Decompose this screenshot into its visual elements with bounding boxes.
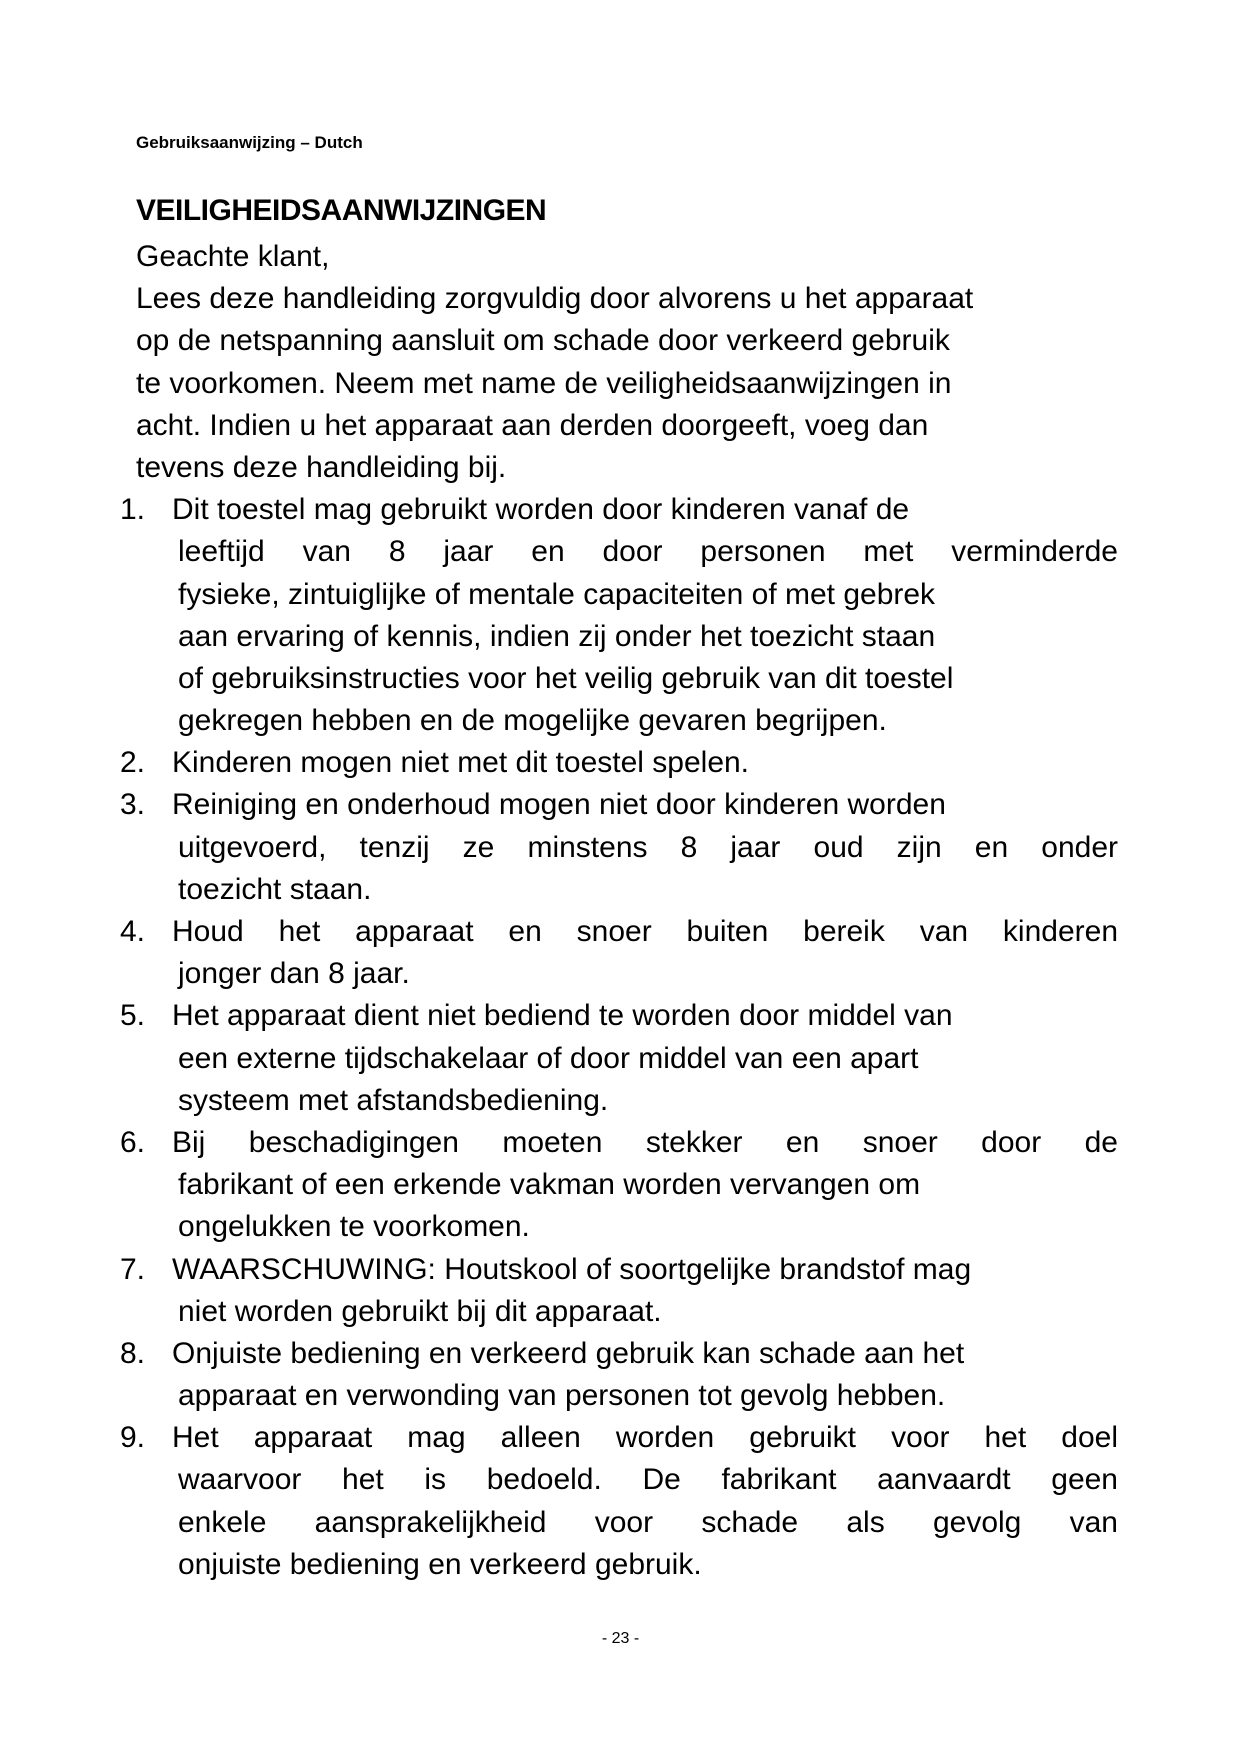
list-item-number: 5.: [120, 999, 146, 1033]
greeting: Geachte klant,: [136, 240, 330, 273]
list-item-line: Onjuiste bediening en verkeerd gebruik kan schade aan het: [172, 1336, 965, 1370]
intro-line: tevens deze handleiding bij.: [136, 450, 507, 484]
list-item-number: 7.: [120, 1252, 146, 1286]
list-item-line: uitgevoerd, tenzij ze minstens 8 jaar oud zijn en onder: [178, 830, 1118, 864]
list-item-line: Reiniging en onderhoud mogen niet door kinderen worden: [172, 788, 946, 822]
list-item: [120, 742, 1136, 784]
list-item-number: 3.: [120, 788, 146, 822]
list-item-line: toezicht staan.: [178, 872, 372, 906]
list-item-line: Houd het apparaat en snoer buiten bereik van kinderen: [172, 915, 1118, 948]
list-item-line: aan ervaring of kennis, indien zij onder het toezicht staan: [178, 619, 936, 653]
intro-line: acht. Indien u het apparaat aan derden doorgeeft, voeg dan: [136, 408, 929, 442]
list-item-text: [172, 1249, 1136, 1333]
list-item-number: 6.: [120, 1125, 146, 1159]
list-item-number: 8.: [120, 1336, 146, 1370]
list-item-text: [172, 489, 1136, 742]
list-item-line: enkele aansprakelijkheid voor schade als gevolg van: [178, 1505, 1118, 1539]
document-header: Gebruiksaanwijzing – Dutch: [136, 133, 363, 152]
list-item-line: Dit toestel mag gebruikt worden door kinderen vanaf de: [172, 493, 910, 527]
intro-line: Lees deze handleiding zorgvuldig door alvorens u het apparaat: [136, 282, 974, 316]
list-item-line: onjuiste bediening en verkeerd gebruik.: [178, 1547, 702, 1581]
list-item-line: Bij beschadigingen moeten stekker en snoer door de: [172, 1125, 1118, 1159]
list-item-line: fabrikant of een erkende vakman worden vervangen om: [178, 1168, 921, 1202]
list-item-text: [172, 995, 1136, 1122]
list-item-line: ongelukken te voorkomen.: [178, 1210, 530, 1244]
list-item: [120, 911, 1136, 995]
list-item: [120, 489, 1136, 742]
list-item-line: jonger dan 8 jaar.: [178, 957, 410, 991]
safety-list: [120, 489, 1136, 1586]
list-item-line: waarvoor het is bedoeld. De fabrikant aanvaardt geen: [178, 1463, 1118, 1497]
list-item-line: een externe tijdschakelaar of door middel van een apart: [178, 1041, 919, 1075]
list-item-text: [172, 1417, 1136, 1586]
list-item-line: fysieke, zintuiglijke of mentale capaciteiten of met gebrek: [178, 577, 936, 611]
list-item-line: WAARSCHUWING: Houtskool of soortgelijke brandstof mag: [172, 1252, 972, 1286]
list-item: [120, 1122, 1136, 1249]
list-item-line: Kinderen mogen niet met dit toestel spelen.: [172, 746, 750, 780]
list-item-text: [172, 911, 1136, 995]
section-title: VEILIGHEIDSAANWIJZINGEN: [136, 194, 547, 227]
intro-line: te voorkomen. Neem met name de veiligheidsaanwijzingen in: [136, 366, 952, 400]
list-item: [120, 995, 1136, 1122]
list-item-number: 1.: [120, 493, 146, 527]
list-item-number: 4.: [120, 915, 146, 948]
list-item-text: [172, 742, 1136, 784]
list-item-line: Het apparaat mag alleen worden gebruikt voor het doel: [172, 1421, 1118, 1455]
list-item-number: 9.: [120, 1421, 146, 1455]
list-item-line: of gebruiksinstructies voor het veilig gebruik van dit toestel: [178, 661, 954, 695]
document-body: [120, 236, 1136, 1586]
list-item: [120, 1249, 1136, 1333]
list-item-text: [172, 1333, 1136, 1417]
list-item: [120, 1333, 1136, 1417]
list-item-text: [172, 1122, 1136, 1249]
intro-paragraph: [136, 278, 1136, 489]
list-item-number: 2.: [120, 746, 146, 780]
list-item: [120, 784, 1136, 911]
list-item-line: Het apparaat dient niet bediend te worden door middel van: [172, 999, 953, 1033]
page-number: - 23 -: [601, 1630, 640, 1647]
list-item-line: apparaat en verwonding van personen tot gevolg hebben.: [178, 1379, 946, 1413]
list-item: [120, 1417, 1136, 1586]
list-item-line: systeem met afstandsbediening.: [178, 1083, 609, 1117]
intro-line: op de netspanning aansluit om schade door verkeerd gebruik: [136, 324, 950, 358]
list-item-line: leeftijd van 8 jaar en door personen met verminderde: [178, 535, 1118, 569]
list-item-line: gekregen hebben en de mogelijke gevaren begrijpen.: [178, 704, 887, 738]
list-item-line: niet worden gebruikt bij dit apparaat.: [178, 1294, 662, 1328]
list-item-text: [172, 784, 1136, 911]
